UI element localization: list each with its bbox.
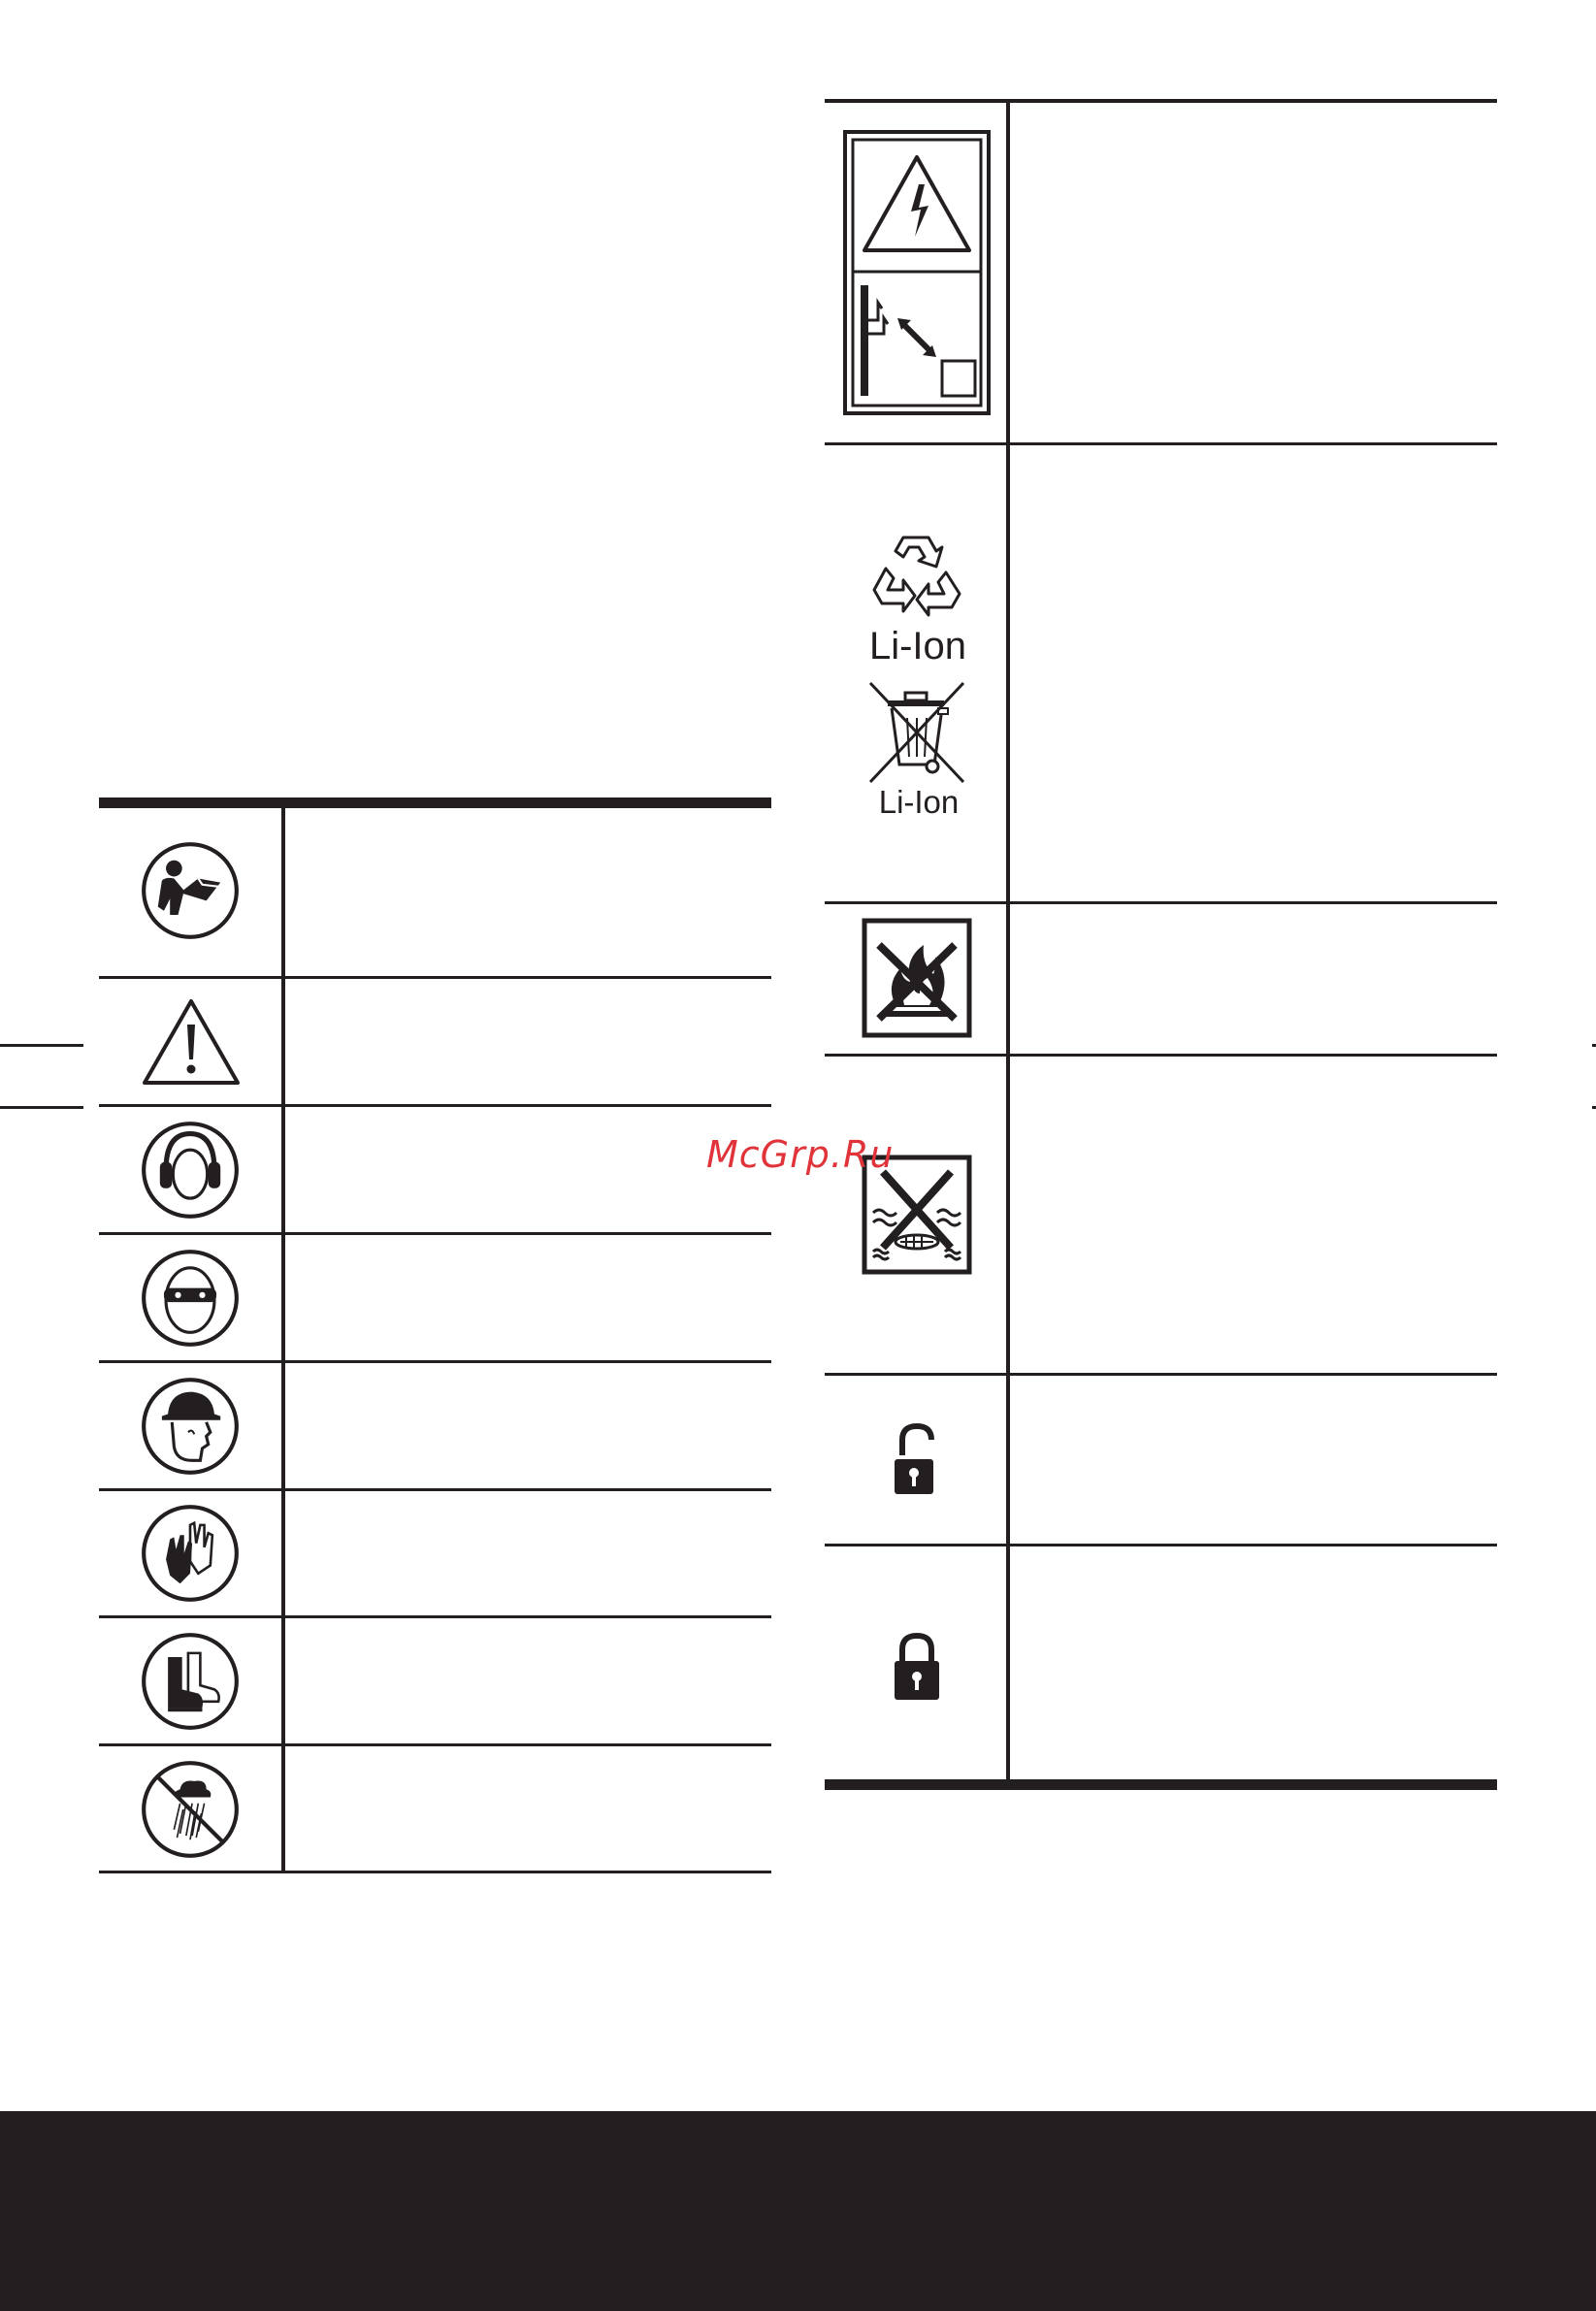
table-bottom-rule [99, 1871, 771, 1873]
table-top-rule [825, 99, 1497, 103]
safety-boots-icon [140, 1631, 241, 1732]
margin-tick [0, 1106, 83, 1109]
ear-protection-icon [140, 1120, 241, 1221]
eye-protection-icon [140, 1248, 241, 1349]
row-divider [99, 1615, 771, 1618]
margin-tick [1592, 1044, 1596, 1047]
li-ion-label-bottom: Li-Ion [878, 784, 960, 820]
lock-icon [893, 1632, 941, 1702]
margin-tick [1592, 1106, 1596, 1109]
power-line-distance-icon [843, 130, 991, 415]
row-divider [99, 976, 771, 979]
li-ion-label-top: Li-Ion [868, 625, 967, 667]
row-divider [825, 1373, 1497, 1376]
footer-band [0, 2111, 1596, 2311]
unlock-icon [891, 1422, 943, 1498]
table-column-divider [281, 808, 285, 1873]
table-top-rule [99, 797, 771, 808]
warning-triangle-icon [141, 997, 242, 1087]
crossed-bin-icon [866, 679, 967, 786]
gloves-icon [140, 1503, 241, 1604]
row-divider [99, 1104, 771, 1107]
head-protection-icon [140, 1376, 241, 1477]
row-divider [825, 1544, 1497, 1546]
row-divider [99, 1743, 771, 1746]
no-rain-icon [140, 1759, 241, 1860]
margin-tick [0, 1044, 83, 1047]
table-bottom-rule [825, 1779, 1497, 1790]
row-divider [99, 1360, 771, 1363]
row-divider [825, 1054, 1497, 1057]
read-manual-icon [140, 840, 241, 941]
row-divider [99, 1488, 771, 1491]
table-column-divider [1006, 101, 1010, 1783]
row-divider [99, 1232, 771, 1235]
row-divider [825, 901, 1497, 904]
recycle-li-ion-icon [861, 530, 975, 627]
no-fire-icon [862, 918, 972, 1038]
watermark-text: McGrp.Ru [706, 1133, 895, 1176]
row-divider [825, 442, 1497, 445]
